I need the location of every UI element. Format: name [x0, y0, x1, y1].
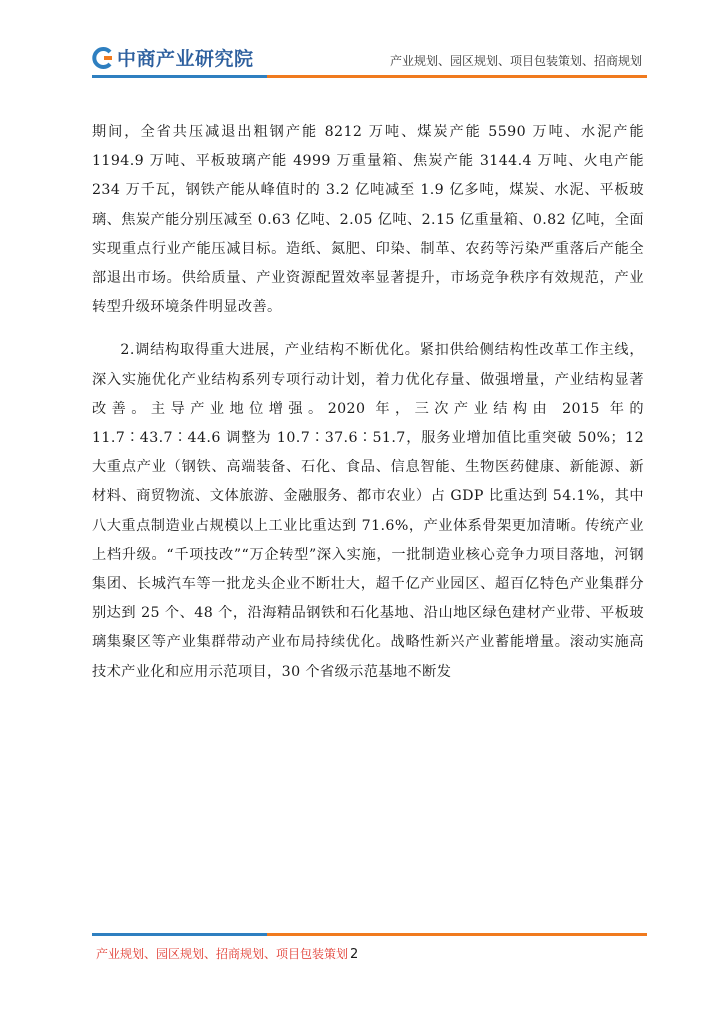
header-divider-blue	[92, 75, 267, 78]
logo	[92, 44, 254, 71]
paragraph-1: 期间，全省共压减退出粗钢产能 8212 万吨、煤炭产能 5590 万吨、水泥产能 1194.9 万吨、平板玻璃产能 4999 万重量箱、焦炭产能 3144.4 万吨、火电产能 234 万千瓦，钢铁产能从峰值时的 3.2 亿吨减至 1.9 亿多吨，煤炭、水泥、平板玻璃、焦炭产能分别压减至 0.63 亿吨、2.05 亿吨、2.15 亿重量箱、0.82 亿吨，全面实现重点行业产能压减目标。造纸、氮肥、印染、制革、农药等污染严重落后产能全部退出市场。供给质量、产业资源配置效率显著提升，市场竞争秩序有效规范，产业转型升级环境条件明显改善。	[92, 124, 644, 316]
footer-divider-orange	[267, 933, 647, 936]
footer-divider-blue	[92, 933, 267, 936]
header-divider-orange	[267, 75, 647, 78]
logo-text: 中商产业研究院	[117, 48, 254, 70]
page-number: 2	[350, 947, 359, 962]
header-tagline: 产业规划、园区规划、项目包装策划、招商规划	[389, 54, 642, 68]
document-body	[92, 118, 644, 687]
footer-text: 产业规划、园区规划、招商规划、项目包装策划	[96, 947, 349, 961]
page-header	[0, 0, 724, 80]
paragraph-2: 2.调结构取得重大进展，产业结构不断优化。紧扣供给侧结构性改革工作主线，深入实施优化产业结构系列专项行动计划，着力优化存量、做强增量，产业结构显著改善。主导产业地位增强。2020 年，三次产业结构由 2015 年的 11.7∶43.7∶44.6 调整为 10.7∶37.6∶51.7，服务业增加值比重突破 50%；12 大重点产业（钢铁、高端装备、石化、食品、信息智能、生物医药健康、新能源、新材料、商贸物流、文体旅游、金融服务、都市农业）占 GDP 比重达到 54.1%，其中八大重点制造业占规模以上工业比重达到 71.6%，产业体系骨架更加清晰。传统产业上档升级。“千项技改”“万企转型”深入实施，一批制造业核心竞争力项目落地，河钢集团、长城汽车等一批龙头企业不断壮大，超千亿产业园区、超百亿特色产业集群分别达到 25 个、48 个，沿海精品钢铁和石化基地、沿山地区绿色建材产业带、平板玻璃集聚区等产业集群带动产业布局持续优化。战略性新兴产业蓄能增量。滚动实施高技术产业化和应用示范项目，30 个省级示范基地不断发	[92, 342, 644, 680]
page-footer	[96, 945, 358, 962]
logo-icon	[92, 47, 114, 69]
